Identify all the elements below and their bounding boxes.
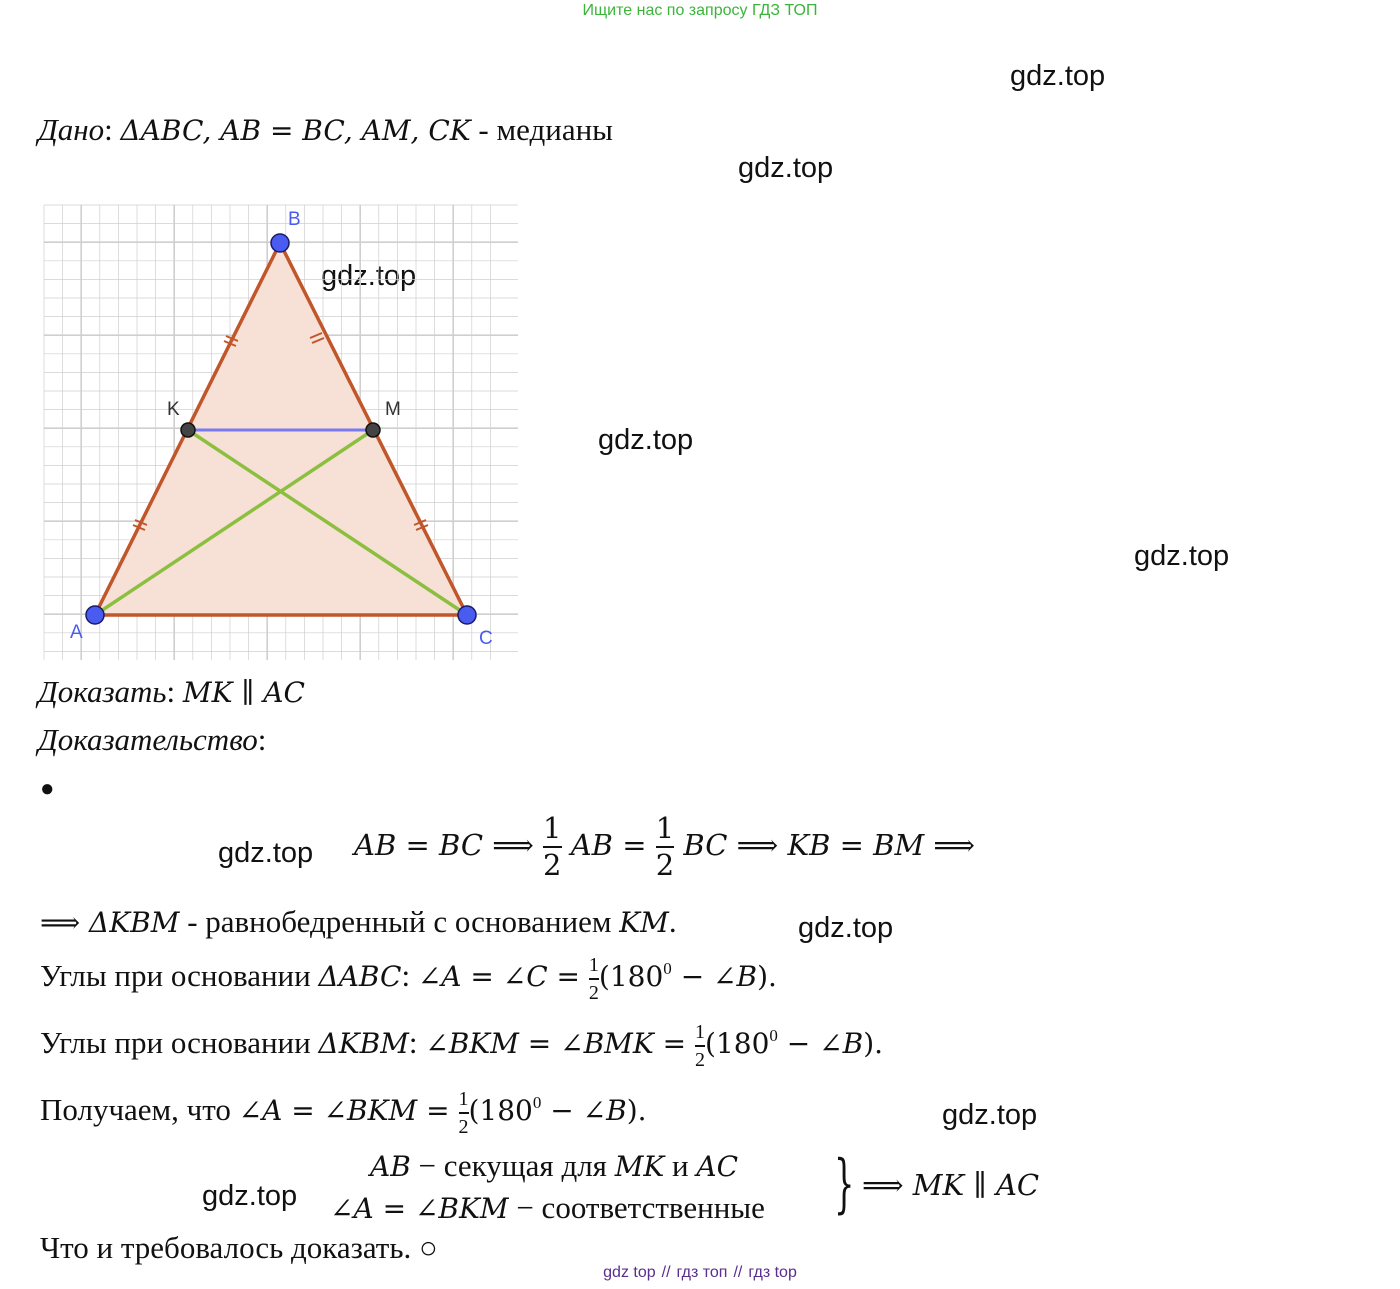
prove-math: MK ∥ AC	[182, 676, 305, 709]
fraction: $\frac{1}{2}$	[543, 811, 562, 882]
watermark: gdz.top	[942, 1099, 1038, 1131]
top-banner[interactable]: Ищите нас по запросу ГДЗ ТОП	[582, 2, 818, 19]
label-c: C	[479, 628, 493, 649]
qed-line: Что и требовалось доказать. ○	[40, 1230, 438, 1265]
bullet: ●	[40, 776, 55, 802]
vertex-a	[86, 606, 104, 624]
system-conclusion: ⟹ MK ∥ AC	[862, 1168, 1040, 1202]
fraction: $\frac{1}{2}$	[458, 1088, 469, 1138]
footer-link[interactable]: гдз top	[748, 1264, 797, 1281]
base-angles-kbm: Углы при основании ΔKBM: ∠BKM = ∠BMK = $\frac{1}{2}$ ($180^0$ − ∠B).	[40, 1021, 884, 1071]
footer-link[interactable]: gdz top	[603, 1264, 656, 1281]
label-a: A	[70, 622, 83, 643]
given-math: ΔABC, AB = BC, AM, CK	[120, 114, 471, 147]
vertex-b	[271, 234, 289, 252]
watermark: gdz.top	[218, 837, 314, 869]
label-b: B	[288, 209, 301, 230]
watermark: gdz.top	[598, 424, 694, 456]
fraction: $\frac{1}{2}$	[655, 811, 675, 882]
watermark: gdz.top	[321, 260, 417, 292]
prove-label: Доказать	[38, 674, 167, 709]
fraction: $\frac{1}{2}$	[588, 954, 599, 1004]
system-line-1: AB − секущая для MK и AC	[370, 1148, 739, 1183]
watermark: gdz.top	[738, 152, 834, 184]
triangle-diagram	[40, 200, 520, 665]
footer-links: gdz top // гдз топ // гдз top	[603, 1264, 797, 1281]
equation-line-2: ⟹ ΔKBM - равнобедренный с основанием KM.	[40, 904, 677, 939]
midpoint-k	[181, 423, 195, 437]
label-k: K	[167, 399, 180, 420]
system-brace: }	[834, 1147, 855, 1221]
label-m: M	[385, 399, 401, 420]
equation-line-1: AB = BC ⟹ $\frac{1}{2}$ AB = $\frac{1}{2}$ BC ⟹ KB = BM ⟹	[354, 811, 975, 882]
watermark: gdz.top	[202, 1180, 298, 1212]
prove-line: Доказать: MK ∥ AC	[38, 674, 305, 709]
midpoint-m	[366, 423, 380, 437]
given-line: Дано: ΔABC, AB = BC, AM, CK - медианы	[38, 112, 614, 147]
given-label: Дано	[38, 112, 105, 147]
footer-link[interactable]: гдз топ	[676, 1264, 728, 1281]
given-tail: - медианы	[470, 112, 614, 147]
vertex-c	[458, 606, 476, 624]
proof-heading: Доказательство:	[38, 722, 267, 757]
watermark: gdz.top	[1010, 60, 1106, 92]
base-angles-abc: Углы при основании ΔABC: ∠A = ∠C = $\frac{1}{2}$ ($180^0$ − ∠B).	[40, 954, 777, 1004]
fraction: $\frac{1}{2}$	[695, 1021, 706, 1071]
watermark: gdz.top	[798, 912, 894, 944]
system-line-2: ∠A = ∠BKM − соответственные	[330, 1190, 765, 1225]
equal-angles-line: Получаем, что ∠A = ∠BKM = $\frac{1}{2}$ ($180^0$ − ∠B).	[40, 1088, 647, 1138]
watermark: gdz.top	[1134, 540, 1230, 572]
